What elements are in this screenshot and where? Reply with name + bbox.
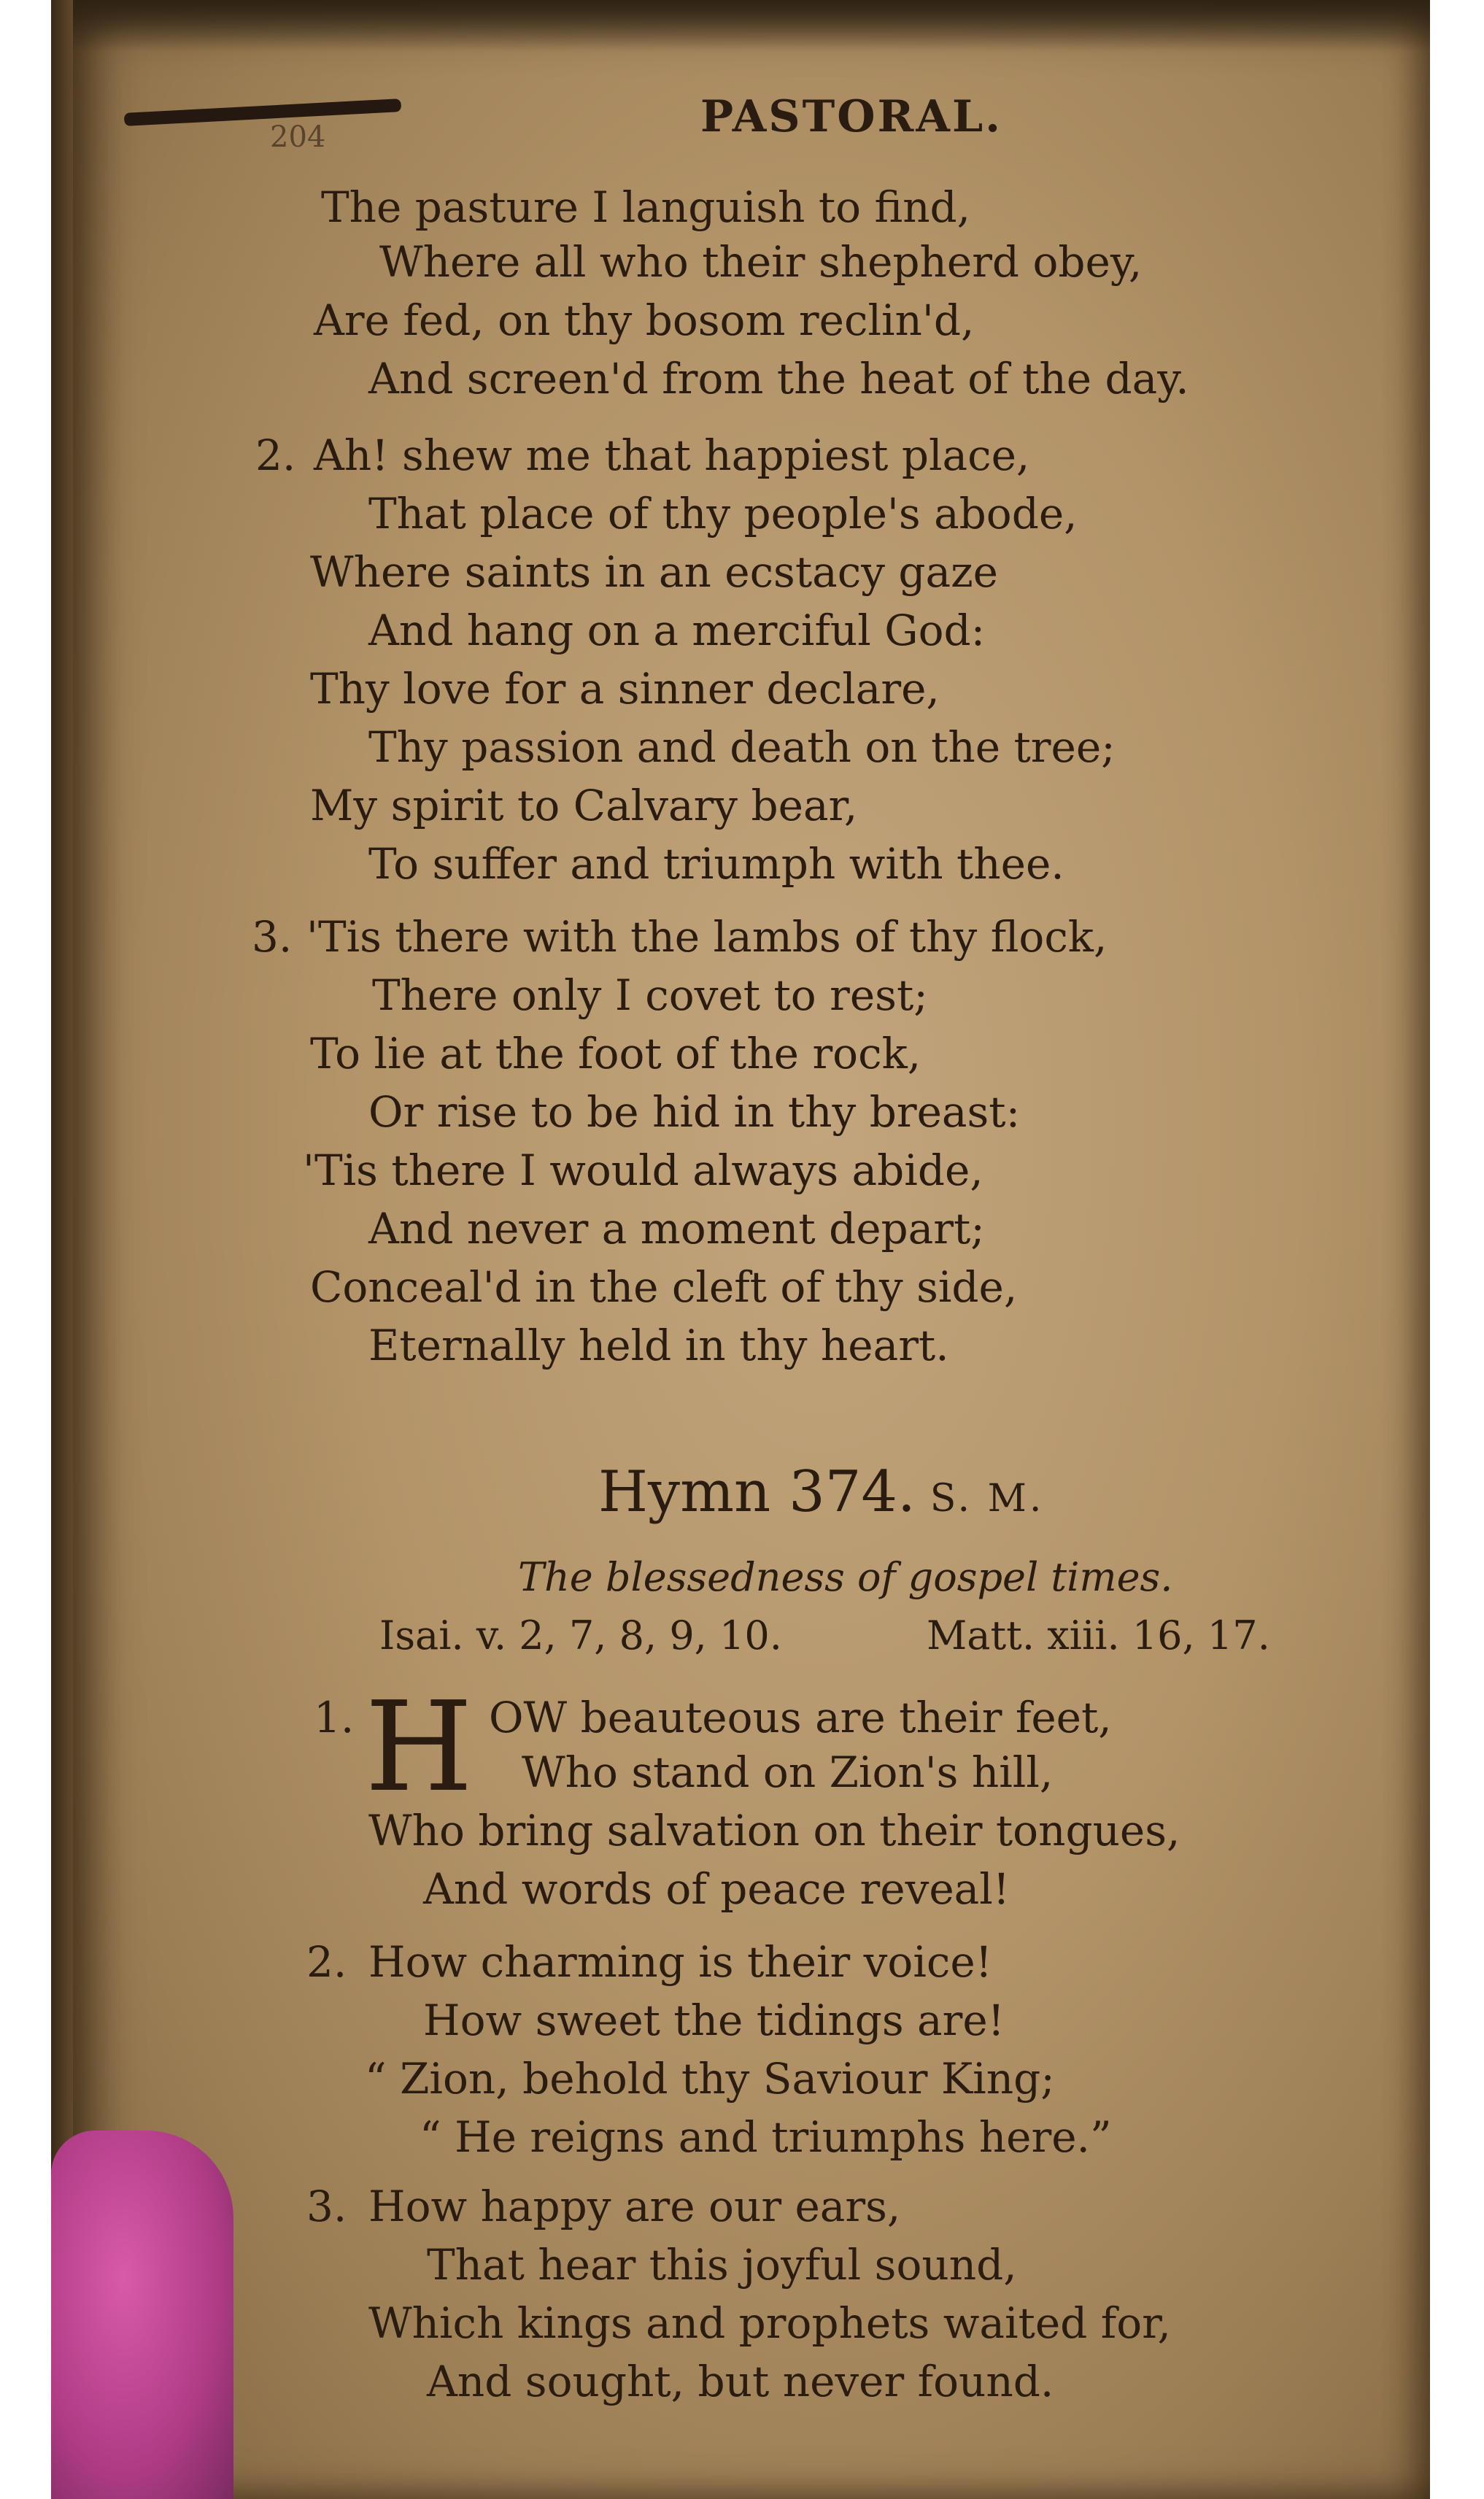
verse-line: OW beauteous are their feet, [489,1693,1112,1742]
stanza-number: 2. [255,430,296,480]
page-top-shadow [73,0,1430,51]
hymn-subtitle: The blessedness of gospel times. [518,1554,1173,1600]
verse-line: And sought, but never found. [427,2357,1054,2406]
verse-line: And hang on a merciful God: [368,606,986,655]
verse-line: That place of thy people's abode, [368,489,1078,538]
verse-line: How happy are our ears, [368,2182,901,2231]
verse-line: Where saints in an ecstacy gaze [310,547,998,597]
verse-line: My spirit to Calvary bear, [310,781,858,830]
stanza-number: 2. [306,1937,347,1987]
verse-line: “ He reigns and triumphs here.” [420,2112,1112,2162]
verse-line: There only I covet to rest; [372,970,928,1020]
verse-line: How charming is their voice! [368,1937,992,1987]
stanza-number: 1. [314,1693,355,1742]
verse-line: “ Zion, behold thy Saviour King; [365,2054,1055,2104]
verse-line: Who bring salvation on their tongues, [368,1806,1180,1855]
stanza-number: 3. [252,912,293,962]
verse-line: That hear this joyful sound, [427,2240,1017,2290]
verse-line: And words of peace reveal! [423,1864,1010,1914]
verse-line: Which kings and prophets waited for, [368,2298,1171,2348]
verse-line: And screen'd from the heat of the day. [368,354,1189,403]
page-number: 204 [270,120,326,154]
drop-capital: H [365,1675,474,1820]
stanza-number: 3. [306,2182,347,2231]
verse-line: Thy passion and death on the tree; [368,722,1116,772]
verse-line: 'Tis there with the lambs of thy flock, [306,912,1108,962]
verse-line: 'Tis there I would always abide, [303,1146,983,1195]
running-header: PASTORAL. [700,91,1003,142]
verse-line: Thy love for a sinner declare, [310,664,940,714]
hymn-meter: S. M. [930,1477,1045,1521]
verse-line: Or rise to be hid in thy breast: [368,1087,1021,1137]
verse-line: To suffer and triumph with thee. [368,839,1064,889]
verse-line: Conceal'd in the cleft of thy side, [310,1262,1018,1312]
verse-line: Ah! shew me that happiest place, [314,430,1030,480]
hymn-title [598,1459,1044,1525]
verse-line: To lie at the foot of the rock, [310,1029,921,1078]
verse-line: And never a moment depart; [368,1204,985,1254]
verse-line: Who stand on Zion's hill, [522,1747,1054,1797]
verse-line: How sweet the tidings are! [423,1996,1005,2045]
scripture-reference: Matt. xiii. 16, 17. [927,1612,1270,1658]
verse-line: Are fed, on thy bosom reclin'd, [314,296,975,345]
scripture-reference: Isai. v. 2, 7, 8, 9, 10. [379,1612,782,1658]
hymn-number: Hymn 374. [598,1459,916,1525]
verse-line: The pasture I languish to find, [321,182,971,232]
verse-line: Where all who their shepherd obey, [379,237,1143,287]
verse-line: Eternally held in thy heart. [368,1321,949,1370]
reader-thumb [51,2131,233,2499]
